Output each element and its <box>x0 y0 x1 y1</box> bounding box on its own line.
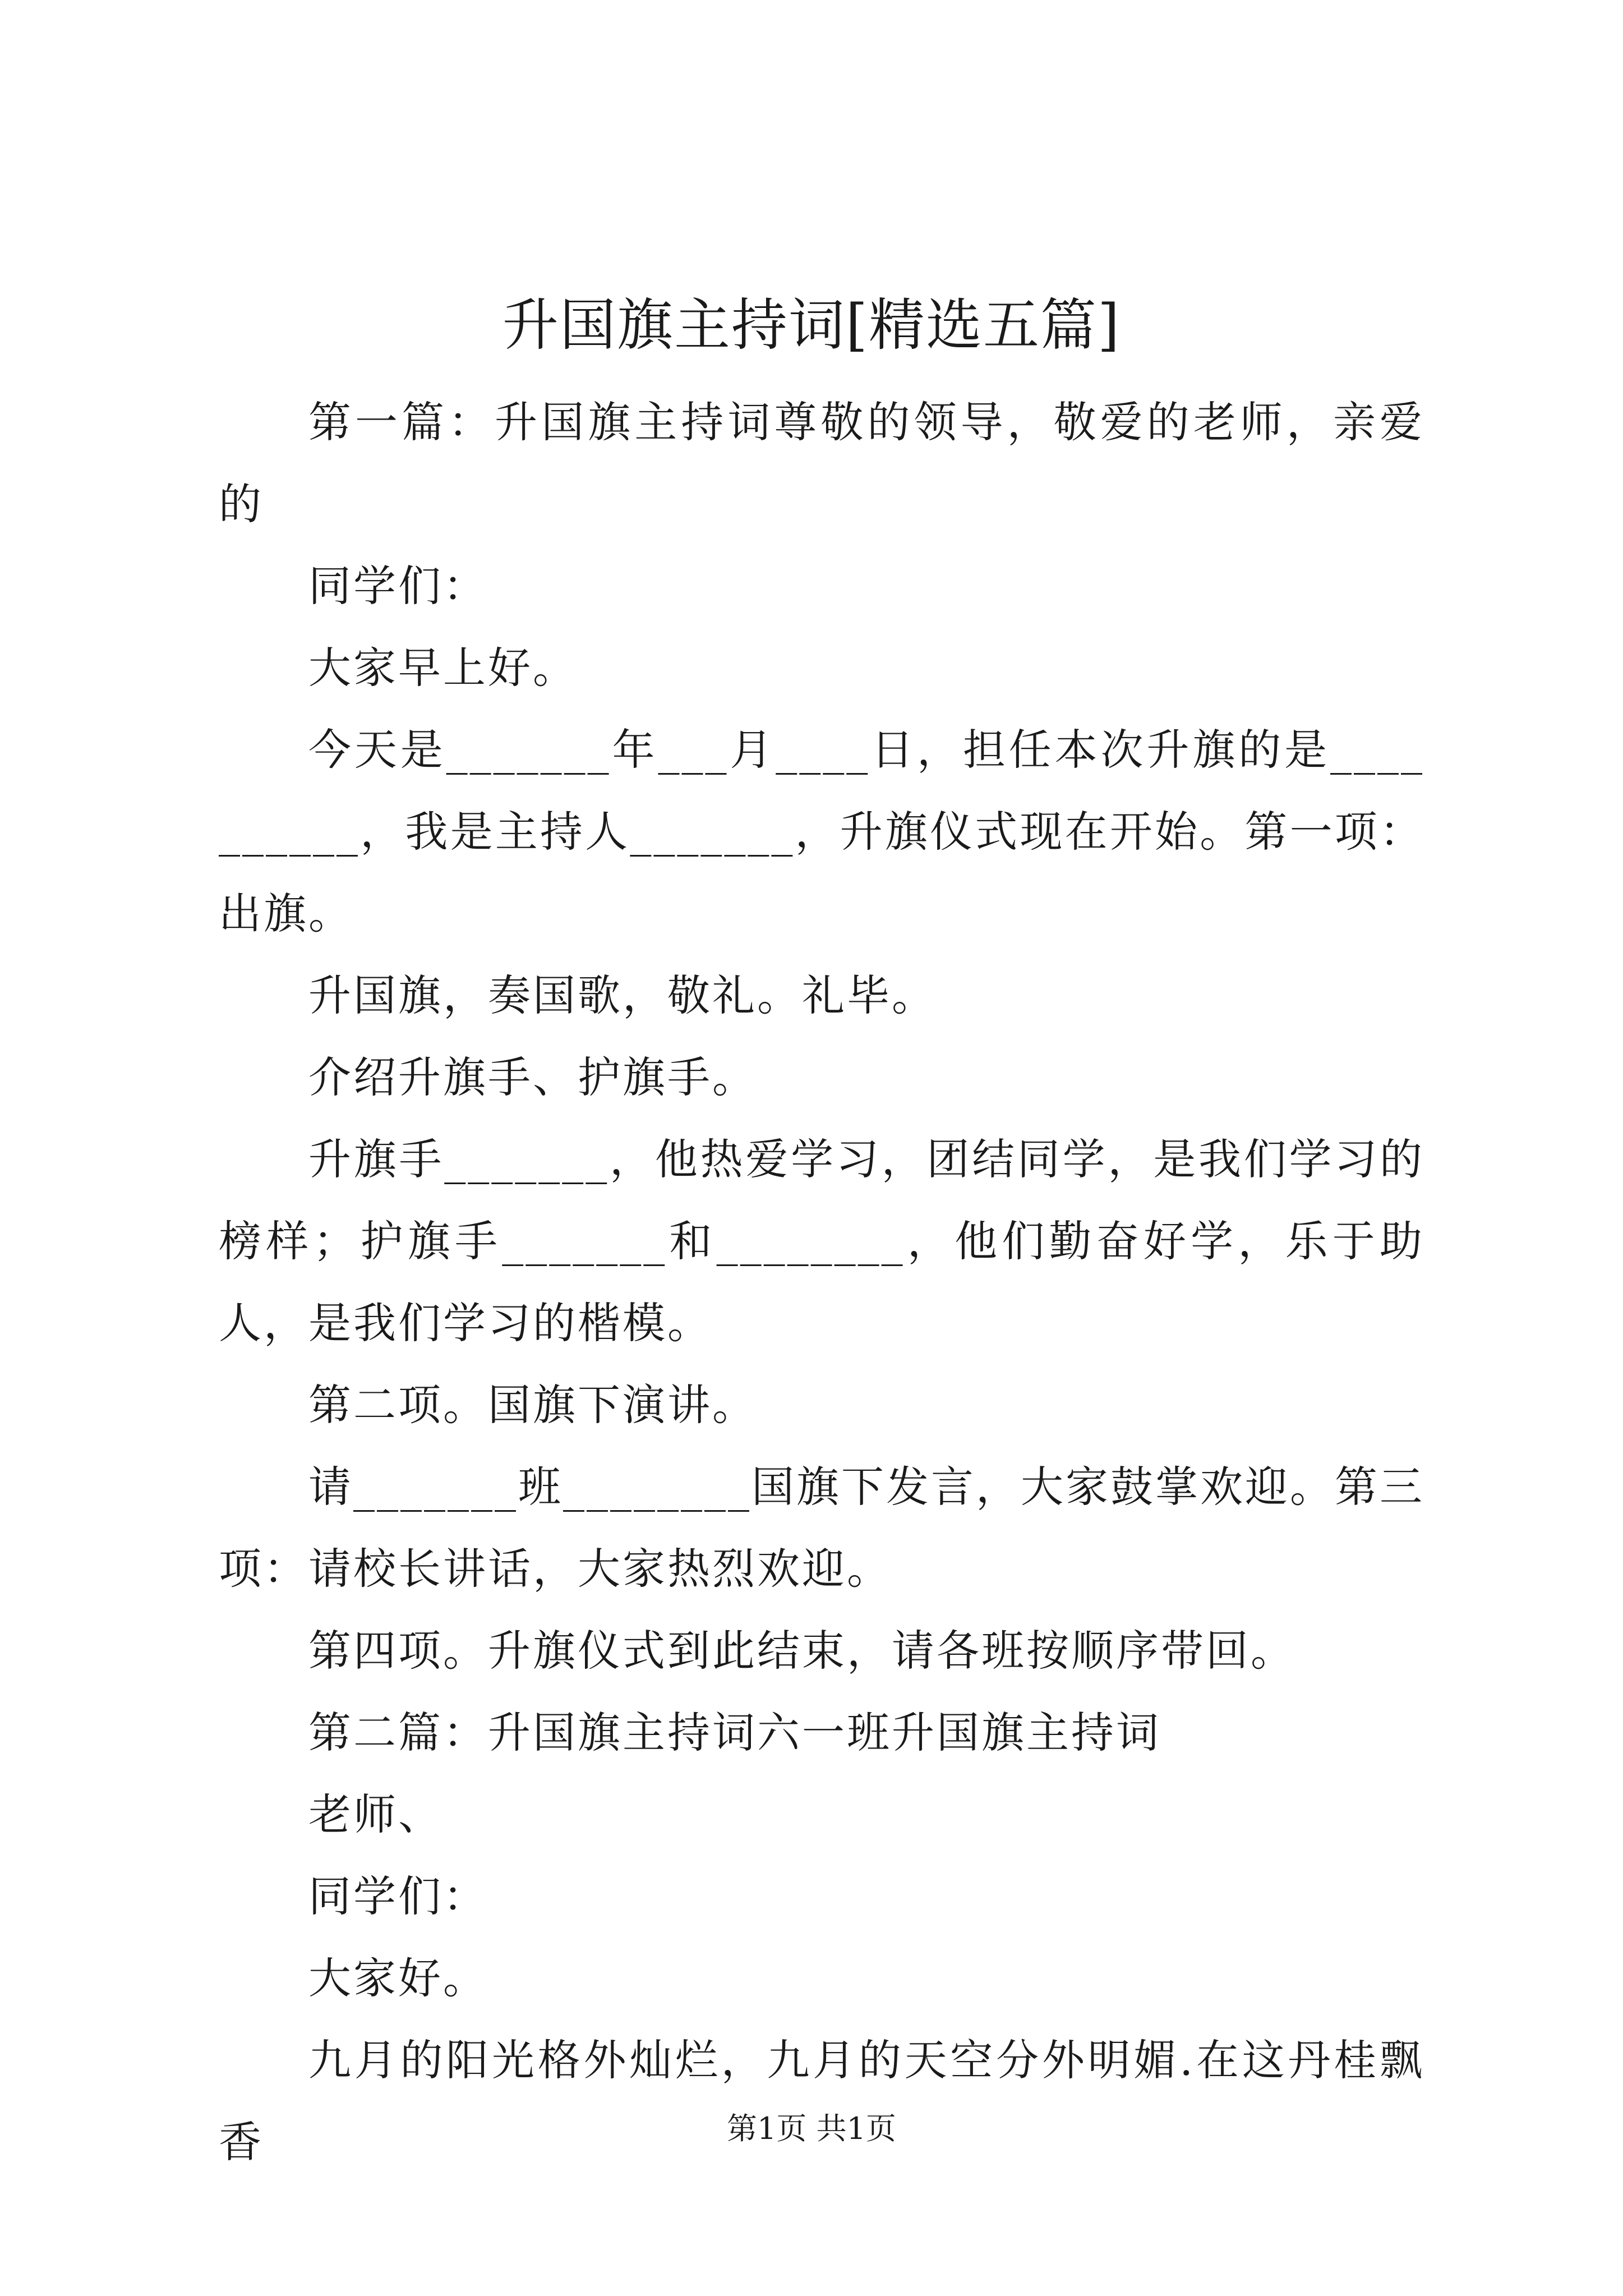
paragraph: 今天是_______年___月____日，担任本次升旗的是__________，我是主持人_______，升旗仪式现在开始。第一项：出旗。 <box>219 725 1424 938</box>
paragraph: 介绍升旗手、护旗手。 <box>308 1052 757 1102</box>
paragraph: 请_______班________国旗下发言，大家鼓掌欢迎。第三项：请校长讲话，大家热烈欢迎。 <box>219 1462 1424 1594</box>
paragraph: 大家好。 <box>308 1953 488 2003</box>
page-footer: 第1页 共1页 <box>727 2111 896 2146</box>
paragraph: 升旗手_______，他热爱学习，团结同学，是我们学习的榜样；护旗手_______和________，他们勤奋好学，乐于助人，是我们学习的楷模。 <box>219 1134 1424 1348</box>
paragraph: 第一篇：升国旗主持词尊敬的领导，敬爱的老师，亲爱的 <box>219 397 1424 529</box>
paragraph: 第四项。升旗仪式到此结束，请各班按顺序带回。 <box>308 1626 1295 1676</box>
paragraph: 第二项。国旗下演讲。 <box>308 1380 757 1430</box>
paragraph: 第二篇：升国旗主持词六一班升国旗主持词 <box>308 1708 1161 1757</box>
paragraph: 同学们： <box>308 1871 488 1921</box>
document-title: 升国旗主持词[精选五篇] <box>502 292 1121 358</box>
paragraph: 大家早上好。 <box>308 643 578 693</box>
document-body <box>219 381 1424 2183</box>
paragraph: 同学们： <box>308 561 488 611</box>
paragraph: 九月的阳光格外灿烂，九月的天空分外明媚.在这丹桂飘香 <box>219 2035 1424 2167</box>
paragraph: 升国旗，奏国歌，敬礼。礼毕。 <box>308 970 937 1020</box>
paragraph: 老师、 <box>308 1789 443 1839</box>
